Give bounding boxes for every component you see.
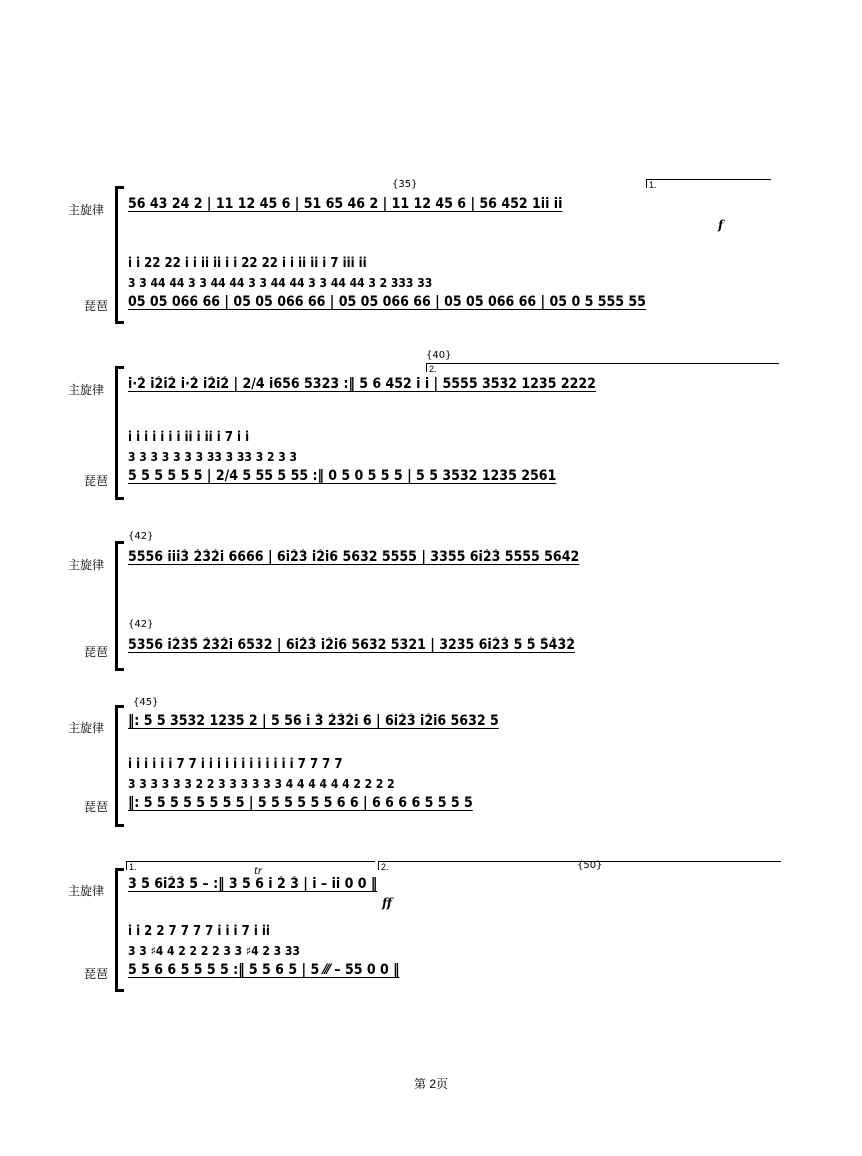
system-bracket — [115, 868, 124, 992]
pipa-line: 5 5 5 5 5 5 | 2/4 5 55 5 55 :‖ 0 5 0 5 5 5 | 5 5 3532 1235 2561 — [128, 468, 557, 484]
volta-bracket: 2. — [426, 363, 779, 372]
melody-line: 5556 i̇i̇i̇3̇ 2̇3̇2̇i̇ 6666 | 6i̇2̇3̇ i̇2̇i̇6 5632 5555 | 3355 6i̇2̇3̇ 5555 5642 — [128, 549, 580, 565]
volta-bracket: 1. — [646, 179, 771, 188]
melody-line: ‖: 5 5 3532 1235 2 | 5 56 i̇ 3̇ 2̇3̇2̇i̇ 6 | 6i̇2̇3̇ i̇2̇i̇6 5632 5 — [128, 713, 499, 729]
chord-mid-line: 3 3 3 3 3 3 3 33 3 33 3 2 3 3 — [128, 450, 298, 464]
pipa-line: 5 5 6 6 5 5 5 5 :‖ 5 5 6 5 | 5 ⁄⁄⁄ – 55 0 0 ‖ — [128, 962, 400, 978]
part-label-pipa: 琵琶 — [84, 800, 109, 814]
volta-bracket-2: 2. — [378, 861, 781, 870]
chord-mid-line: 3 3 3 3 3 3 2 2 3 3 3 3 3 3 4 4 4 4 4 4 2 2 2 2 — [128, 777, 395, 791]
pipa-line: 5356 i̇2̇3̇5̇ 2̇3̇2̇i̇ 6532 | 6i̇2̇3̇ i̇2̇i̇6 5632 5321 | 3235 6i̇2̇3̇ 5 5̇ 5̇4̇3̇2̇ — [128, 637, 575, 653]
rehearsal-mark: {40} — [426, 350, 452, 361]
chord-top-line: i̇ i̇ 2̇2̇ 2̇2̇ i̇ i̇ i̇i̇ i̇i̇ i̇ i̇ 2̇2̇ 2̇2̇ i̇ i̇ i̇i̇ i̇i̇ i̇ 7 i̇i̇i̇ i̇i̇ — [128, 256, 367, 271]
chord-mid-line: 3 3 ♯4 4 2 2 2 2 3 3 ♯4 2 3 33 — [128, 944, 300, 958]
dynamic-ff: ff — [382, 896, 392, 910]
rehearsal-mark: {35} — [392, 179, 418, 190]
part-label-melody: 主旋律 — [68, 558, 105, 572]
melody-line: 3 5 6i̇2̇3̇ 5 – :‖ 3 5 6 i̇ 2̇ 3̇ | i̇ – i̇i̇ 0 0 ‖ — [128, 876, 378, 892]
part-label-pipa: 琵琶 — [84, 299, 109, 313]
rehearsal-mark: {50} — [577, 860, 603, 871]
chord-top-line: i̇ i̇ i̇ i̇ i̇ i̇ i̇ i̇i̇ i̇ i̇i̇ i̇ 7 i̇ i̇ — [128, 430, 250, 445]
dynamic-f: f — [718, 218, 724, 232]
volta-bracket-1: 1. — [126, 861, 375, 870]
part-label-melody: 主旋律 — [68, 721, 105, 735]
system-bracket — [115, 186, 124, 324]
melody-line: i̇·2̇ i̇2̇i̇2̇ i̇·2̇ i̇2̇i̇2̇ | 2/4 i̇656 5323 :‖ 5 6 452 i̇ i̇ | 5555 3532 1235 2222 — [128, 376, 596, 392]
part-label-pipa: 琵琶 — [84, 474, 109, 488]
part-label-melody: 主旋律 — [68, 203, 105, 217]
system-bracket — [115, 705, 124, 827]
system-bracket — [115, 366, 124, 500]
pipa-line: 05 05 066 66 | 05 05 066 66 | 05 05 066 66 | 05 05 066 66 | 05 0 5 555 55 — [128, 294, 646, 310]
pipa-line: ‖: 5 5 5 5 5 5 5 5 | 5 5 5 5 5 5 6 6 | 6 6 6 6 5 5 5 5 — [128, 795, 473, 811]
part-label-pipa: 琵琶 — [84, 645, 109, 659]
part-label-pipa: 琵琶 — [84, 967, 109, 981]
rehearsal-mark: {42} — [128, 531, 154, 542]
system-bracket — [115, 541, 124, 671]
chord-top-line: i̇ i̇ 2̇ 2̇ 7 7 7 7 i̇ i̇ i̇ 7 i̇ i̇i̇ — [128, 924, 270, 939]
chord-mid-line: 3 3 44 44 3 3 44 44 3 3 44 44 3 3 44 44 3 2 333 33 — [128, 276, 433, 290]
chord-top-line: i̇ i̇ i̇ i̇ i̇ i̇ 7 7 i̇ i̇ i̇ i̇ i̇ i̇ i̇ i̇ i̇ i̇ i̇ i̇ 7 7 7 7 — [128, 757, 343, 772]
part-label-melody: 主旋律 — [68, 884, 105, 898]
rehearsal-mark: {42} — [128, 619, 154, 630]
page-number: 第 2页 — [413, 1077, 448, 1091]
part-label-melody: 主旋律 — [68, 383, 105, 397]
melody-line: 56 43 24 2 | 11 12 45 6 | 51 65 46 2 | 11 12 45 6 | 56 452 1i̇i̇ i̇i̇ — [128, 196, 563, 212]
trill-mark: tr — [254, 866, 263, 877]
rehearsal-mark: {45} — [133, 697, 159, 708]
